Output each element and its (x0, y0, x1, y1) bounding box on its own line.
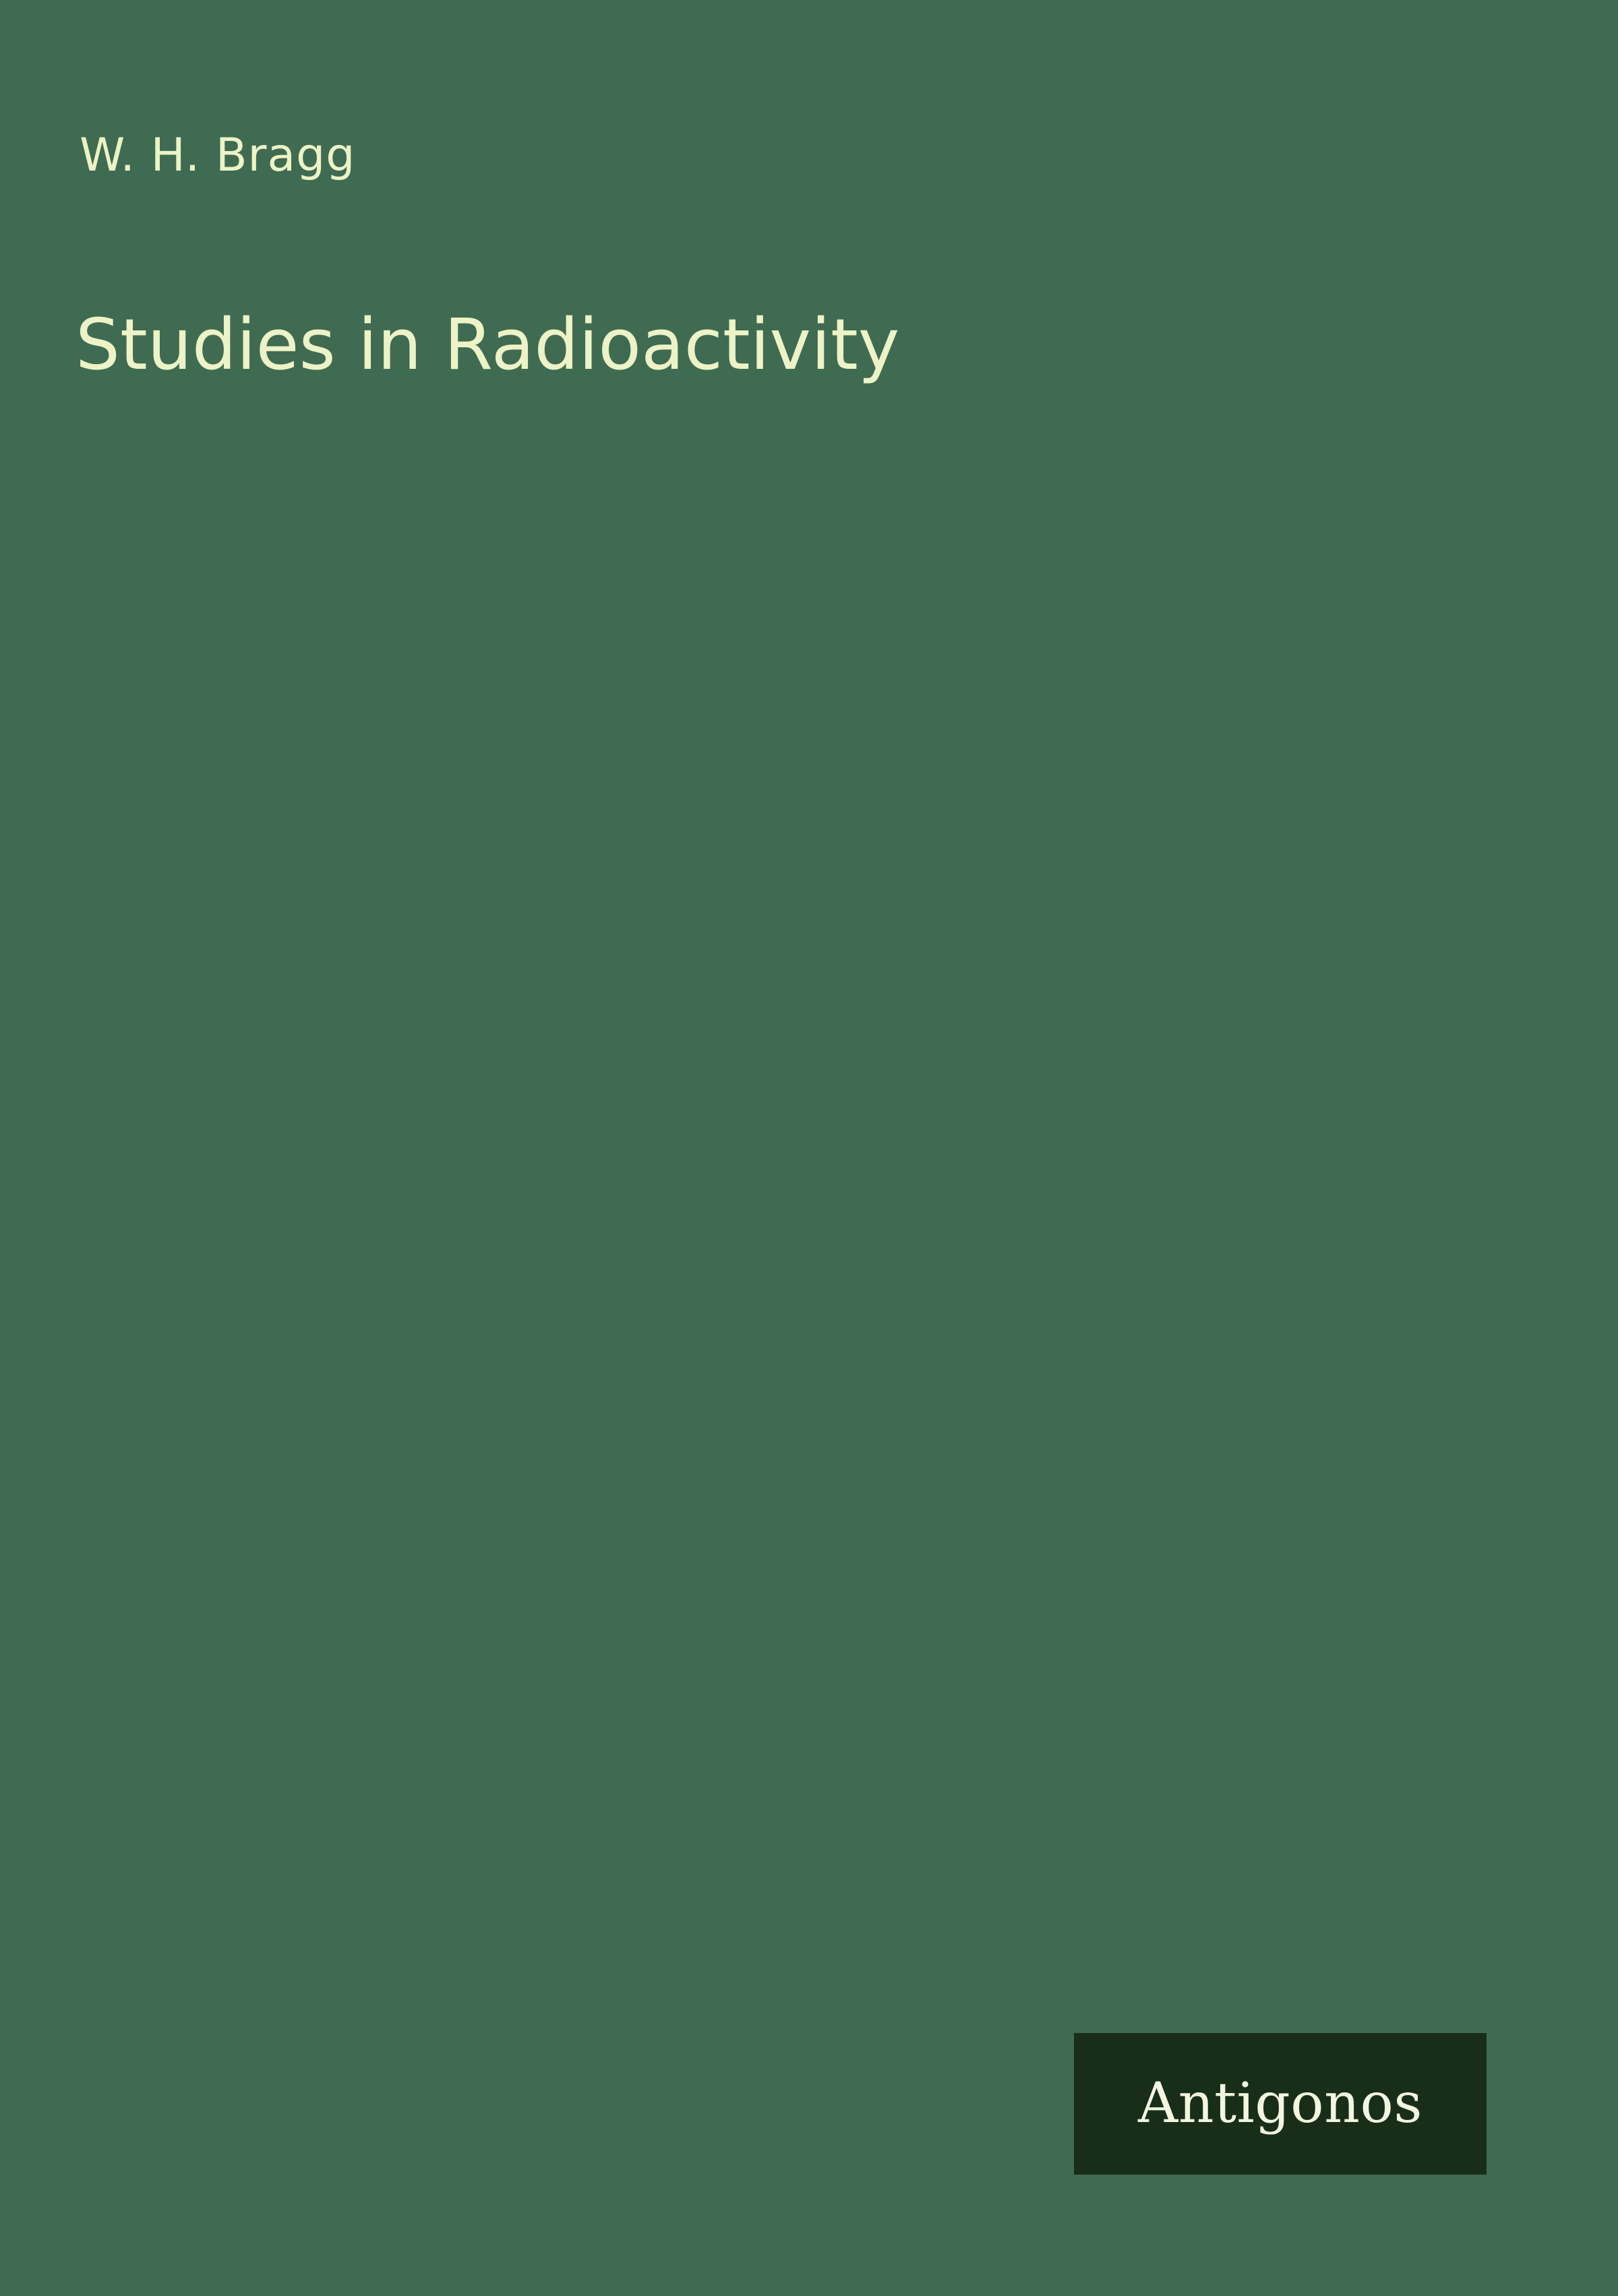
author-name: W. H. Bragg (80, 129, 356, 182)
publisher-badge (1074, 2033, 1487, 2175)
publisher-name: Antigonos (1138, 2071, 1422, 2136)
book-title: Studies in Radioactivity (76, 303, 900, 386)
